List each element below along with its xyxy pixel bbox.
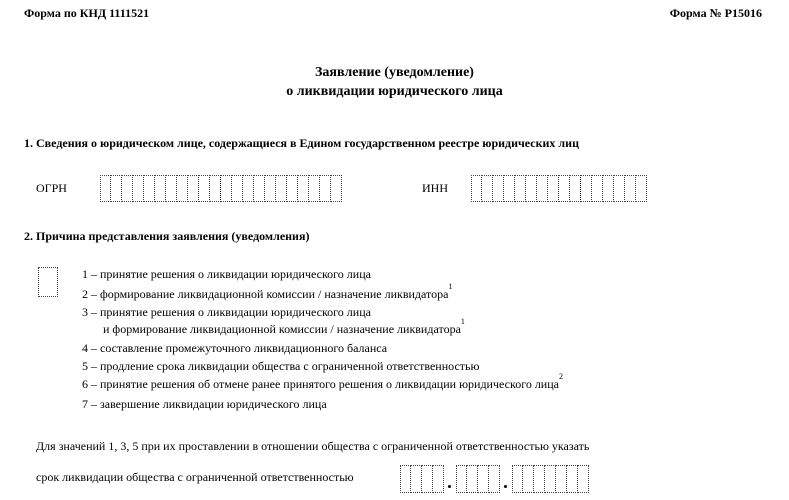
date-month-cell[interactable] — [478, 465, 489, 493]
note-line-1: Для значений 1, 3, 5 при их проставлении в отношении общества с ограниченной ответственностью указать — [36, 439, 590, 453]
inn-cell[interactable] — [570, 175, 581, 202]
ogrn-field[interactable] — [100, 175, 342, 202]
date-day-cell[interactable] — [433, 465, 444, 493]
inn-cell[interactable] — [625, 175, 636, 202]
inn-label: ИНН — [422, 181, 448, 195]
ogrn-cell[interactable] — [309, 175, 320, 202]
date-year-cell[interactable] — [545, 465, 556, 493]
inn-cell[interactable] — [592, 175, 603, 202]
section-2-heading: 2. Причина представления заявления (уведомления) — [24, 229, 310, 243]
inn-cell[interactable] — [504, 175, 515, 202]
date-month-cell[interactable] — [467, 465, 478, 493]
inn-cell[interactable] — [548, 175, 559, 202]
reason-option-3: 3 – принятие решения о ликвидации юридического лица — [82, 305, 371, 319]
date-separator-dot — [504, 485, 507, 488]
ogrn-cell[interactable] — [243, 175, 254, 202]
ogrn-cell[interactable] — [298, 175, 309, 202]
date-month-cell[interactable] — [489, 465, 500, 493]
date-year-cell[interactable] — [567, 465, 578, 493]
inn-cell[interactable] — [636, 175, 647, 202]
ogrn-cell[interactable] — [166, 175, 177, 202]
date-day-cell[interactable] — [422, 465, 433, 493]
section-1-heading: 1. Сведения о юридическом лице, содержащиеся в Едином государственном реестре юридических лиц — [24, 136, 579, 150]
ogrn-cell[interactable] — [210, 175, 221, 202]
reason-code-cell[interactable] — [38, 267, 58, 297]
date-day-cells[interactable] — [400, 465, 444, 493]
inn-cell[interactable] — [493, 175, 504, 202]
inn-cell[interactable] — [537, 175, 548, 202]
inn-cell[interactable] — [614, 175, 625, 202]
date-year-cell[interactable] — [578, 465, 589, 493]
document-title: Заявление (уведомление) — [315, 65, 474, 80]
date-year-cells[interactable] — [512, 465, 589, 493]
date-separator-dot — [448, 485, 451, 488]
note-line-2: срок ликвидации общества с ограниченной ответственностью — [36, 470, 354, 484]
document-subtitle: о ликвидации юридического лица — [286, 84, 503, 99]
date-month-cell[interactable] — [456, 465, 467, 493]
ogrn-cell[interactable] — [276, 175, 287, 202]
ogrn-cell[interactable] — [232, 175, 243, 202]
date-day-cell[interactable] — [400, 465, 411, 493]
ogrn-cell[interactable] — [155, 175, 166, 202]
reason-option-7: 7 – завершение ликвидации юридического лица — [82, 397, 327, 411]
form-knd-code: Форма по КНД 1111521 — [24, 6, 150, 20]
ogrn-cell[interactable] — [144, 175, 155, 202]
ogrn-cell[interactable] — [265, 175, 276, 202]
form-number: Форма № Р15016 — [669, 6, 762, 20]
reason-option-3-cont: и формирование ликвидационной комиссии / назначение ликвидатора$^1$ — [103, 317, 465, 336]
inn-cell[interactable] — [515, 175, 526, 202]
date-year-cell[interactable] — [512, 465, 523, 493]
reason-option-1: 1 – принятие решения о ликвидации юридического лица — [82, 267, 371, 281]
inn-cell[interactable] — [526, 175, 537, 202]
ogrn-cell[interactable] — [188, 175, 199, 202]
reason-option-6: 6 – принятие решения об отмене ранее принятого решения о ликвидации юридического лица$^2$ — [82, 372, 563, 391]
date-year-cell[interactable] — [534, 465, 545, 493]
ogrn-label: ОГРН — [36, 181, 67, 195]
ogrn-cell[interactable] — [133, 175, 144, 202]
ogrn-cell[interactable] — [287, 175, 298, 202]
date-month-cells[interactable] — [456, 465, 500, 493]
ogrn-cell[interactable] — [221, 175, 232, 202]
inn-field[interactable] — [471, 175, 647, 202]
inn-cell[interactable] — [581, 175, 592, 202]
inn-cell[interactable] — [471, 175, 482, 202]
ogrn-cell[interactable] — [100, 175, 111, 202]
date-day-cell[interactable] — [411, 465, 422, 493]
ogrn-cell[interactable] — [199, 175, 210, 202]
date-year-cell[interactable] — [523, 465, 534, 493]
ogrn-cell[interactable] — [177, 175, 188, 202]
date-year-cell[interactable] — [556, 465, 567, 493]
ogrn-cell[interactable] — [331, 175, 342, 202]
ogrn-cell[interactable] — [254, 175, 265, 202]
ogrn-cell[interactable] — [111, 175, 122, 202]
inn-cell[interactable] — [482, 175, 493, 202]
ogrn-cell[interactable] — [320, 175, 331, 202]
reason-code-field[interactable] — [38, 267, 58, 297]
reason-option-4: 4 – составление промежуточного ликвидационного баланса — [82, 341, 388, 355]
inn-cell[interactable] — [559, 175, 570, 202]
reason-option-2: 2 – формирование ликвидационной комиссии / назначение ликвидатора$^1$ — [82, 282, 453, 301]
ogrn-cell[interactable] — [122, 175, 133, 202]
inn-cell[interactable] — [603, 175, 614, 202]
reason-option-5: 5 – продление срока ликвидации общества с ограниченной ответственностью — [82, 359, 480, 373]
